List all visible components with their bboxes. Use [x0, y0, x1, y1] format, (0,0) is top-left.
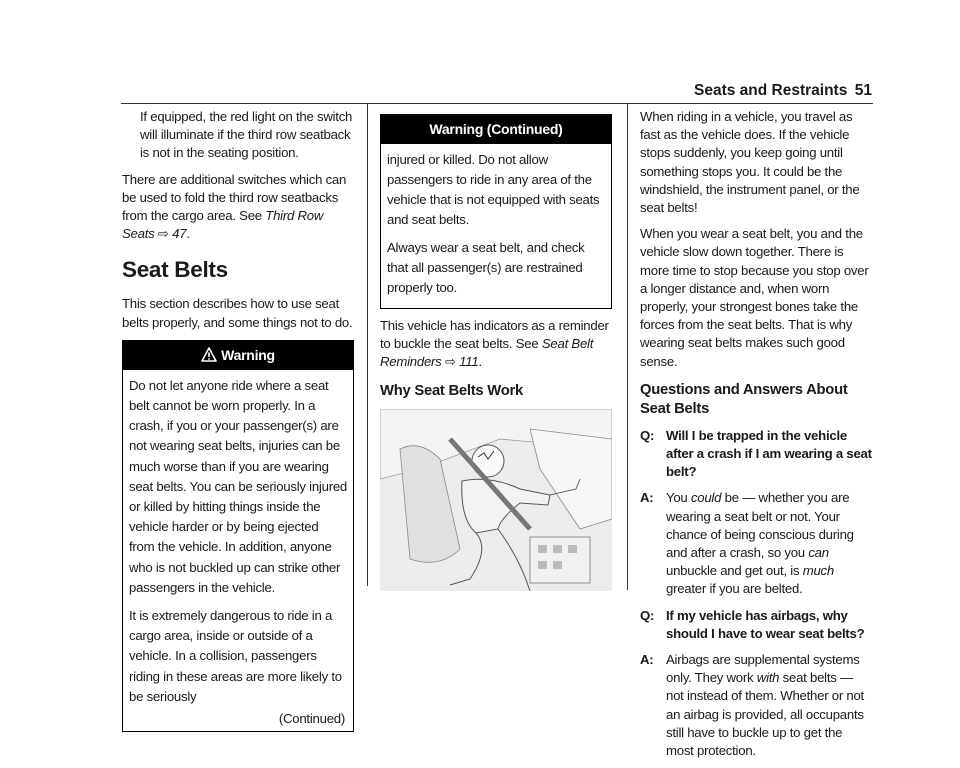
emphasis: could [690, 490, 722, 506]
page-reference[interactable]: 111 [459, 354, 479, 370]
question-text: If my vehicle has airbags, why should I have to wear seat belts? [666, 607, 865, 641]
warning-box-continued [380, 114, 612, 309]
page-reference[interactable]: 47 [172, 226, 187, 242]
warning-paragraph: It is extremely dangerous to ride in a cargo area, inside or outside of a vehicle. In a collision, passengers riding in these areas are more likely to be seriously [129, 608, 342, 704]
warning-paragraph: Always wear a seat belt, and check that all passenger(s) are restrained properly too. [387, 240, 585, 295]
answer [640, 651, 872, 760]
text: greater if you are belted. [666, 581, 803, 597]
text: You [666, 490, 691, 506]
column-2 [380, 108, 612, 591]
seat-belt-crash-illustration [380, 409, 612, 591]
paragraph: When riding in a vehicle, you travel as fast as the vehicle does. If the vehicle stops suddenly, you keep going until something stops you. It could be the windshield, the instrument panel, or the seat belts! [640, 109, 860, 216]
emphasis: with [756, 670, 780, 686]
emphasis: much [802, 563, 834, 579]
page-reference-arrow-icon: ⇨ [444, 354, 456, 370]
warning-header [123, 341, 353, 370]
column-3 [640, 108, 872, 768]
paragraph [380, 317, 612, 372]
text: seat belts — not instead of them. Whether or not an airbag is provided, all occupants still have to buckle up to get the most protection. [666, 670, 864, 759]
warning-box [122, 340, 354, 732]
subsection-heading: Why Seat Belts Work [380, 382, 523, 399]
answer [640, 489, 872, 598]
column-divider-1 [367, 104, 368, 586]
paragraph: This section describes how to use seat belts properly, and some things not to do. [122, 296, 353, 330]
warning-triangle-icon [201, 343, 217, 372]
answer-label: A: [640, 652, 654, 668]
paragraph: If equipped, the red light on the switch will illuminate if the third row seatback is not in the seating position. [140, 109, 353, 161]
column-1 [122, 108, 354, 740]
subsection-heading: Questions and Answers About Seat Belts [640, 381, 848, 417]
paragraph [122, 171, 354, 244]
text: . [478, 354, 482, 370]
cross-reference-link[interactable]: Third Row Seats [122, 208, 324, 242]
text: . [186, 226, 190, 242]
warning-header: Warning (Continued) [381, 115, 611, 144]
emphasis: can [808, 545, 829, 561]
warning-title: Warning [221, 346, 275, 363]
page-reference-arrow-icon: ⇨ [157, 226, 169, 242]
paragraph: When you wear a seat belt, you and the vehicle slow down together. There is more time to stop because you stop over a longer distance and, when worn properly, your strongest bones take the forces from the seat belts. That is why wearing seat belts makes such good sense. [640, 226, 869, 369]
warning-body [123, 370, 353, 731]
column-divider-2 [627, 104, 628, 590]
continued-label: (Continued) [278, 711, 345, 727]
text: unbuckle and get out, is [666, 563, 803, 579]
warning-body [381, 144, 611, 308]
answer-label: A: [640, 490, 654, 506]
text: There are additional switches which can be used to fold the third row seatbacks from the cargo area. See [122, 171, 347, 224]
page-number: 51 [854, 82, 872, 99]
warning-paragraph: Do not let anyone ride where a seat belt cannot be worn properly. In a crash, if you or your passenger(s) are not wearing seat belts, injuries can be much worse than if you are wearing seat belts. You can be seriously injured or killed by hitting things inside the vehicle harder or by being ejected from the vehicle. In addition, anyone who is not buckled up can strike other passengers in the vehicle. [129, 377, 347, 595]
section-heading: Seat Belts [122, 257, 228, 283]
text: This vehicle has indicators as a reminder to buckle the seat belts. See [380, 318, 609, 352]
header-rule [121, 103, 873, 104]
text: Airbags are supplemental systems only. They work [666, 652, 860, 686]
question-label: Q: [640, 427, 655, 443]
question [640, 607, 872, 643]
question [640, 427, 872, 482]
warning-paragraph: injured or killed. Do not allow passengers to ride in any area of the vehicle that is not equipped with seats and seat belts. [387, 152, 600, 227]
question-text: Will I be trapped in the vehicle after a crash if I am wearing a seat belt? [666, 427, 872, 480]
cross-reference-link[interactable]: Seat Belt Reminders [380, 336, 594, 370]
section-title: Seats and Restraints [694, 82, 848, 99]
text: be — whether you are wearing a seat belt or not. Your chance of being conscious during and after a crash, so you [666, 490, 854, 561]
question-label: Q: [640, 607, 655, 623]
